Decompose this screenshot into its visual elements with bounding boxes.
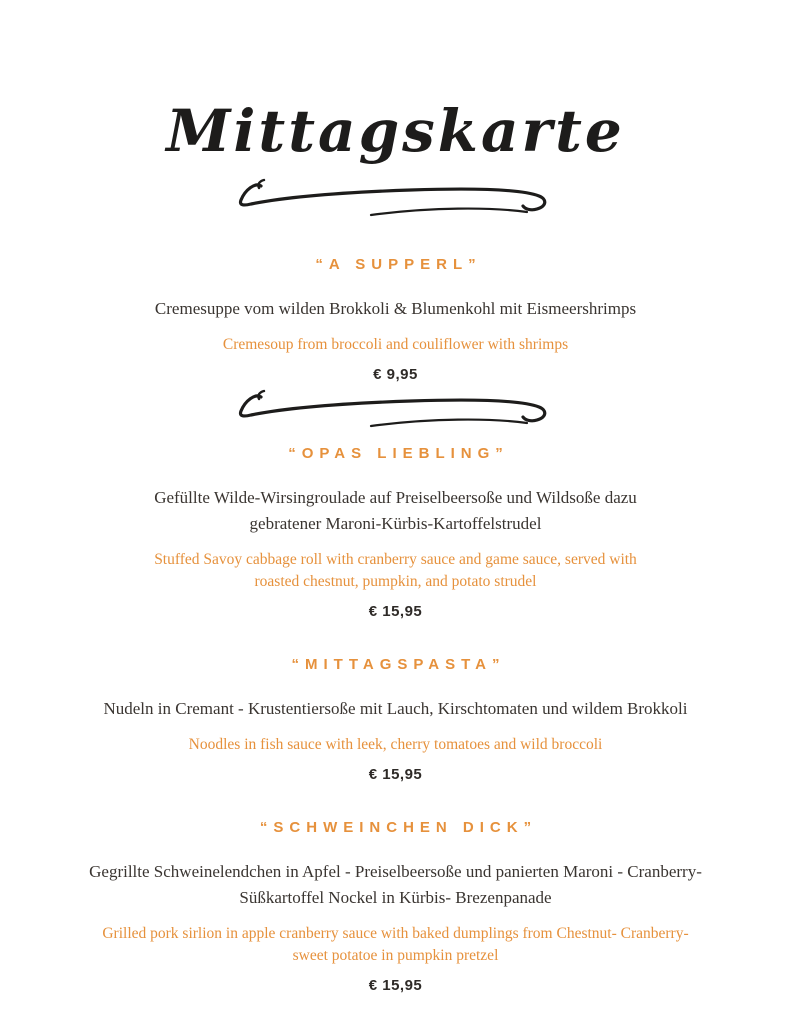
dish-en-line: sweet potatoe in pumpkin pretzel <box>292 947 499 964</box>
dish-en-line: Stuffed Savoy cabbage roll with cranberry sauce and game sauce, served with <box>154 551 637 568</box>
dish-price: € 15,95 <box>368 766 423 783</box>
dish-description-en <box>0 334 791 356</box>
dish-description-de <box>0 696 791 722</box>
dish-de-line: Süßkartoffel Nockel in Kürbis- Brezenpanade <box>239 888 552 907</box>
menu-section-opas-liebling <box>0 445 791 622</box>
dish-de-line: Nudeln in Cremant - Krustentiersoße mit Lauch, Kirschtomaten und wildem Brokkoli <box>103 699 688 718</box>
swoosh-divider-icon <box>231 387 561 433</box>
section-heading: “OPAS LIEBLING” <box>288 445 509 462</box>
menu-title: Mittagskarte <box>166 97 625 165</box>
dish-price: € 15,95 <box>368 977 423 994</box>
dish-de-line: Gefüllte Wilde-Wirsingroulade auf Preiselbeersoße und Wildsoße dazu <box>154 488 637 507</box>
dish-en-line: roasted chestnut, pumpkin, and potato strudel <box>254 573 537 590</box>
dish-de-line: Gegrillte Schweinelendchen in Apfel - Preiselbeersoße und panierten Maroni - Cranberry- <box>89 862 702 881</box>
dish-description-en <box>0 734 791 756</box>
section-heading: “SCHWEINCHEN DICK” <box>259 819 538 836</box>
menu-section-a-supperl <box>0 256 791 385</box>
dish-description-en <box>0 549 791 593</box>
dish-description-de <box>0 485 791 537</box>
dish-description-en <box>0 923 791 967</box>
dish-de-line: gebratener Maroni-Kürbis-Kartoffelstrudel <box>249 514 542 533</box>
dish-description-de <box>0 296 791 322</box>
dish-de-line: Cremesuppe vom wilden Brokkoli & Blumenkohl mit Eismeershrimps <box>154 299 637 318</box>
section-heading: “A SUPPERL” <box>315 256 482 273</box>
menu-section-schweinchen-dick <box>0 819 791 996</box>
dish-en-line: Noodles in fish sauce with leek, cherry tomatoes and wild broccoli <box>188 736 603 753</box>
dish-en-line: Cremesoup from broccoli and couliflower with shrimps <box>222 336 569 353</box>
dish-price: € 15,95 <box>368 603 423 620</box>
dish-en-line: Grilled pork sirlion in apple cranberry sauce with baked dumplings from Chestnut- Cranberry- <box>102 925 689 942</box>
swoosh-divider-icon <box>231 176 561 222</box>
section-heading: “MITTAGSPASTA” <box>291 656 506 673</box>
dish-description-de <box>0 859 791 911</box>
dish-price: € 9,95 <box>373 366 418 383</box>
menu-section-mittagspasta <box>0 656 791 785</box>
